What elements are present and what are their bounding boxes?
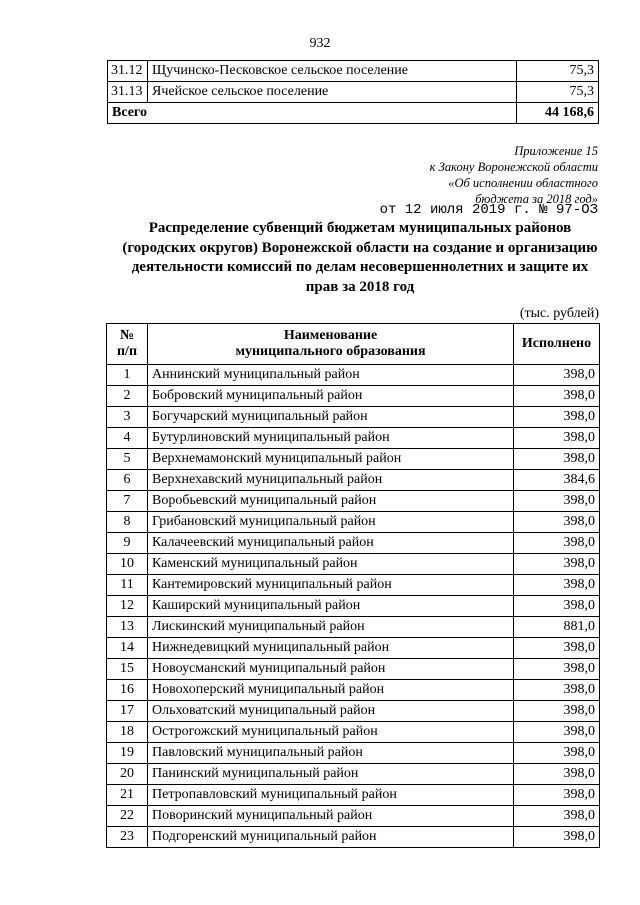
row-amount: 398,0 — [514, 680, 600, 701]
row-number: 1 — [107, 365, 148, 386]
row-amount: 398,0 — [514, 722, 600, 743]
row-number: 17 — [107, 701, 148, 722]
row-amount: 398,0 — [514, 785, 600, 806]
row-number: 4 — [107, 428, 148, 449]
appendix-number: Приложение 15 — [514, 144, 598, 158]
row-number: 14 — [107, 638, 148, 659]
row-amount: 398,0 — [514, 491, 600, 512]
table-row — [108, 61, 599, 82]
row-name: Верхнемамонский муниципальный район — [148, 449, 514, 470]
table-row — [107, 470, 600, 491]
row-name: Ячейское сельское поселение — [148, 82, 517, 103]
table-row — [107, 680, 600, 701]
row-code: 31.12 — [108, 61, 148, 82]
row-name: Воробьевский муниципальный район — [148, 491, 514, 512]
row-name: Каменский муниципальный район — [148, 554, 514, 575]
row-name: Поворинский муниципальный район — [148, 806, 514, 827]
table-row — [107, 701, 600, 722]
appendix-law-line: к Закону Воронежской области — [429, 160, 598, 174]
row-name: Кантемировский муниципальный район — [148, 575, 514, 596]
row-name: Подгоренский муниципальный район — [148, 827, 514, 848]
name-column-header — [148, 324, 514, 365]
row-number: 7 — [107, 491, 148, 512]
table-row — [107, 659, 600, 680]
table-row — [108, 82, 599, 103]
row-amount: 398,0 — [514, 512, 600, 533]
table-row — [107, 617, 600, 638]
row-name: Петропавловский муниципальный район — [148, 785, 514, 806]
table-row — [107, 596, 600, 617]
row-number: 10 — [107, 554, 148, 575]
row-number: 11 — [107, 575, 148, 596]
row-amount: 398,0 — [514, 449, 600, 470]
row-number: 18 — [107, 722, 148, 743]
title-line: деятельности комиссий по делам несовершеннолетних и защите их — [131, 259, 589, 275]
table-row — [107, 533, 600, 554]
row-name: Павловский муниципальный район — [148, 743, 514, 764]
title-line: прав за 2018 год — [305, 278, 415, 295]
table-row — [107, 575, 600, 596]
total-amount: 44 168,6 — [517, 103, 599, 124]
row-number: 8 — [107, 512, 148, 533]
row-amount: 398,0 — [514, 659, 600, 680]
row-name: Щучинско-Песковское сельское поселение — [148, 61, 517, 82]
appendix-block — [430, 143, 598, 207]
row-amount: 398,0 — [514, 575, 600, 596]
table-row — [107, 827, 600, 848]
law-reference: от 12 июля 2019 г. № 97-ОЗ — [379, 202, 598, 218]
table-row — [107, 806, 600, 827]
row-number: 22 — [107, 806, 148, 827]
row-amount: 398,0 — [514, 533, 600, 554]
row-number: 5 — [107, 449, 148, 470]
table-row — [107, 386, 600, 407]
row-number: 15 — [107, 659, 148, 680]
row-name: Панинский муниципальный район — [148, 764, 514, 785]
row-amount: 398,0 — [514, 428, 600, 449]
row-amount: 398,0 — [514, 596, 600, 617]
table-row — [107, 491, 600, 512]
row-number: 6 — [107, 470, 148, 491]
row-number: 19 — [107, 743, 148, 764]
row-name: Острогожский муниципальный район — [148, 722, 514, 743]
row-number: 2 — [107, 386, 148, 407]
row-name: Грибановский муниципальный район — [148, 512, 514, 533]
header-line: № — [119, 328, 135, 343]
row-name: Новохоперский муниципальный район — [148, 680, 514, 701]
row-amount: 398,0 — [514, 743, 600, 764]
header-line: муниципального образования — [235, 344, 426, 359]
title-line: Распределение субвенций бюджетам муниципальных районов — [148, 220, 572, 236]
row-number: 12 — [107, 596, 148, 617]
row-name: Аннинский муниципальный район — [148, 365, 514, 386]
appendix-law-line: «Об исполнении областного — [448, 176, 598, 190]
row-amount: 398,0 — [514, 386, 600, 407]
row-amount: 398,0 — [514, 638, 600, 659]
title-line: (городских округов) Воронежской области на создание и организацию — [122, 239, 598, 256]
unit-label: (тыс. рублей) — [519, 306, 599, 321]
amount-column-header: Исполнено — [514, 324, 600, 365]
row-name: Нижнедевицкий муниципальный район — [148, 638, 514, 659]
table-row — [107, 785, 600, 806]
row-name: Богучарский муниципальный район — [148, 407, 514, 428]
row-amount: 398,0 — [514, 827, 600, 848]
row-number: 20 — [107, 764, 148, 785]
row-name: Лискинский муниципальный район — [148, 617, 514, 638]
table-row — [107, 428, 600, 449]
table-header-row — [107, 324, 600, 365]
total-row — [108, 103, 599, 124]
row-amount: 75,3 — [517, 61, 599, 82]
table-row — [107, 554, 600, 575]
row-amount: 398,0 — [514, 701, 600, 722]
row-amount: 384,6 — [514, 470, 600, 491]
page-number: 932 — [309, 36, 331, 51]
row-code: 31.13 — [108, 82, 148, 103]
table-row — [107, 512, 600, 533]
row-amount: 75,3 — [517, 82, 599, 103]
header-line: п/п — [116, 344, 138, 359]
row-number: 9 — [107, 533, 148, 554]
row-amount: 881,0 — [514, 617, 600, 638]
row-amount: 398,0 — [514, 554, 600, 575]
number-column-header — [107, 324, 148, 365]
appendix-law-line: бюджета за 2018 год» — [475, 192, 598, 206]
row-amount: 398,0 — [514, 365, 600, 386]
previous-table-continuation — [107, 60, 599, 124]
document-title — [60, 219, 640, 297]
row-name: Ольховатский муниципальный район — [148, 701, 514, 722]
table-row — [107, 638, 600, 659]
row-number: 16 — [107, 680, 148, 701]
table-row — [107, 449, 600, 470]
row-name: Новоусманский муниципальный район — [148, 659, 514, 680]
row-number: 23 — [107, 827, 148, 848]
header-line: Наименование — [283, 328, 378, 343]
row-name: Бобровский муниципальный район — [148, 386, 514, 407]
table-row — [107, 764, 600, 785]
table-row — [107, 743, 600, 764]
row-name: Верхнехавский муниципальный район — [148, 470, 514, 491]
row-number: 13 — [107, 617, 148, 638]
row-name: Калачеевский муниципальный район — [148, 533, 514, 554]
total-label: Всего — [108, 103, 517, 124]
row-amount: 398,0 — [514, 764, 600, 785]
row-number: 3 — [107, 407, 148, 428]
table-row — [107, 722, 600, 743]
row-name: Каширский муниципальный район — [148, 596, 514, 617]
row-number: 21 — [107, 785, 148, 806]
row-name: Бутурлиновский муниципальный район — [148, 428, 514, 449]
row-amount: 398,0 — [514, 407, 600, 428]
subvention-table — [106, 323, 600, 848]
table-row — [107, 407, 600, 428]
row-amount: 398,0 — [514, 806, 600, 827]
table-row — [107, 365, 600, 386]
